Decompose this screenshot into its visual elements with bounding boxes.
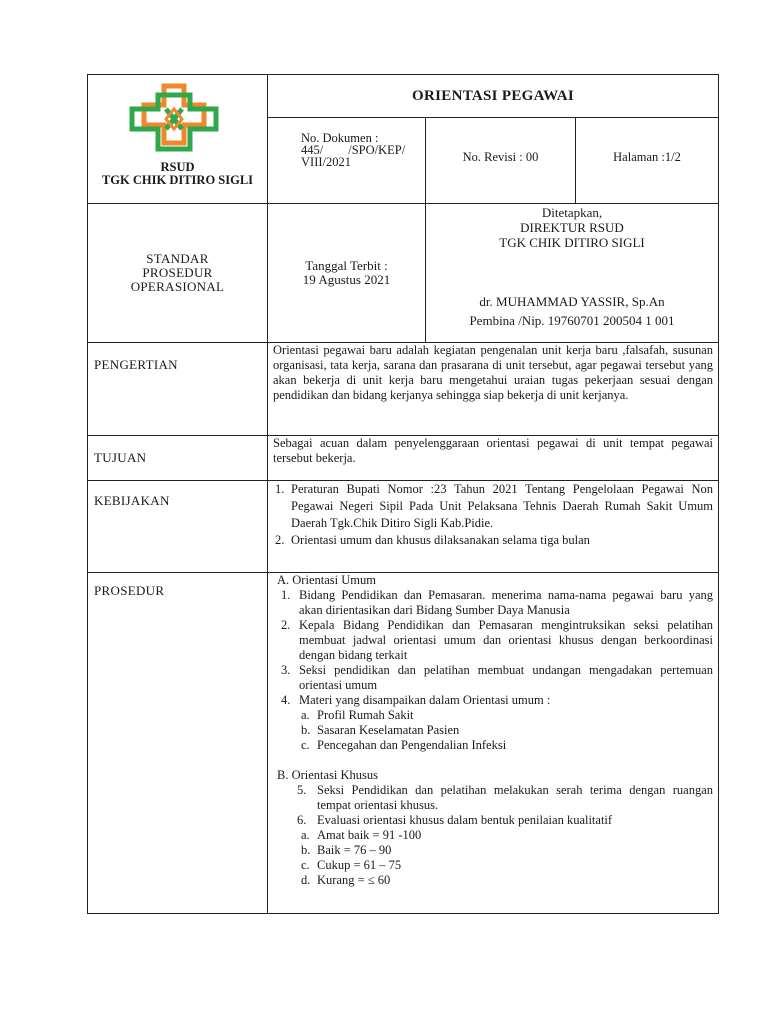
list-item: 3. Seksi pendidikan dan pelatihan membuat undangan mengadakan pertemuan orientasi umum — [281, 663, 714, 692]
list-item: c. Pencegahan dan Pengendalian Infeksi — [301, 738, 507, 752]
approval-signature: Ditetapkan, DIREKTUR RSUD TGK CHIK DITIRO SIGLI dr. MUHAMMAD YASSIR, Sp.An Pembina /Nip. 19760701 200504 1 001 — [426, 204, 719, 343]
section-label-prosedur: PROSEDUR — [88, 573, 268, 914]
logo-cell — [88, 75, 268, 204]
list-item: a. Profil Rumah Sakit — [301, 708, 414, 722]
document-title: ORIENTASI PEGAWAI — [268, 75, 719, 118]
list-item: 4. Materi yang disampaikan dalam Orientasi umum : — [281, 693, 551, 707]
section-content-kebijakan — [268, 481, 719, 573]
hospital-logo-icon — [128, 83, 220, 155]
issue-date: Tanggal Terbit : 19 Agustus 2021 — [268, 204, 426, 343]
list-item: 5. Seksi Pendidikan dan pelatihan melakukan serah terima dengan ruangan tempat orientasi khusus. — [297, 783, 714, 812]
revision-number: No. Revisi : 00 — [426, 118, 576, 204]
organization-name: RSUD TGK CHIK DITIRO SIGLI — [101, 160, 254, 187]
list-item: c. Cukup = 61 – 75 — [301, 858, 402, 872]
page-number: Halaman :1/2 — [576, 118, 719, 204]
list-item: 2. Kepala Bidang Pendidikan dan Pemasaran mengintruksikan seksi pelatihan membuat jadwal orientasi umum dan orientasi khusus dengan berkoordinasi dengan bidang terkait — [281, 618, 714, 662]
list-item: 1. Peraturan Bupati Nomor :23 Tahun 2021 Tentang Pengelolaan Pegawai Non Pegawai Negeri Sipil Pada Unit Pelaksana Tehnis Daerah Rumah Sakit Umum Daerah Tgk.Chik Ditiro Sigli Kab.Pidie. — [275, 482, 714, 530]
list-item: b. Sasaran Keselamatan Pasien — [301, 723, 460, 737]
section-content-tujuan: Sebagai acuan dalam penyelenggaraan orientasi pegawai di unit tempat pegawai tersebut bekerja. — [268, 436, 719, 481]
list-item: 6. Evaluasi orientasi khusus dalam bentuk penilaian kualitatif — [297, 813, 613, 827]
list-item: 1. Bidang Pendidikan dan Pemasaran. menerima nama-nama pegawai baru yang akan dirientasikan dari Bidang Sumber Daya Manusia — [281, 588, 714, 617]
sop-document — [87, 74, 718, 914]
list-item: b. Baik = 76 – 90 — [301, 843, 392, 857]
procedure-heading-b: B. Orientasi Khusus — [277, 768, 379, 782]
document-number: No. Dokumen : 445/ /SPO/KEP/ VIII/2021 — [268, 118, 426, 204]
section-label-tujuan: TUJUAN — [88, 436, 268, 481]
section-content-pengertian: Orientasi pegawai baru adalah kegiatan pengenalan unit kerja baru ,falsafah, susunan organisasi, tata kerja, sarana dan prasarana di unit tersebut, agar pegawai tersebut yang akan bekerja di unit kerja baru mengetahui uraian tugas pekerjaan sesuai dengan pendidikan dan bidang kerjanya sehingga siap bekerja di unit kerjanya. — [268, 343, 719, 436]
sop-label: STANDAR PROSEDUR OPERASIONAL — [88, 204, 268, 343]
section-content-prosedur — [268, 573, 719, 914]
section-label-pengertian: PENGERTIAN — [88, 343, 268, 436]
procedure-heading-a: A. Orientasi Umum — [277, 573, 376, 587]
section-label-kebijakan: KEBIJAKAN — [88, 481, 268, 573]
signer-name: dr. MUHAMMAD YASSIR, Sp.An — [479, 294, 665, 309]
list-item: a. Amat baik = 91 -100 — [301, 828, 422, 842]
signer-id: Pembina /Nip. 19760701 200504 1 001 — [469, 313, 675, 328]
list-item: 2. Orientasi umum dan khusus dilaksanakan selama tiga bulan — [275, 533, 590, 547]
list-item: d. Kurang = ≤ 60 — [301, 873, 391, 887]
sop-table — [87, 74, 719, 914]
